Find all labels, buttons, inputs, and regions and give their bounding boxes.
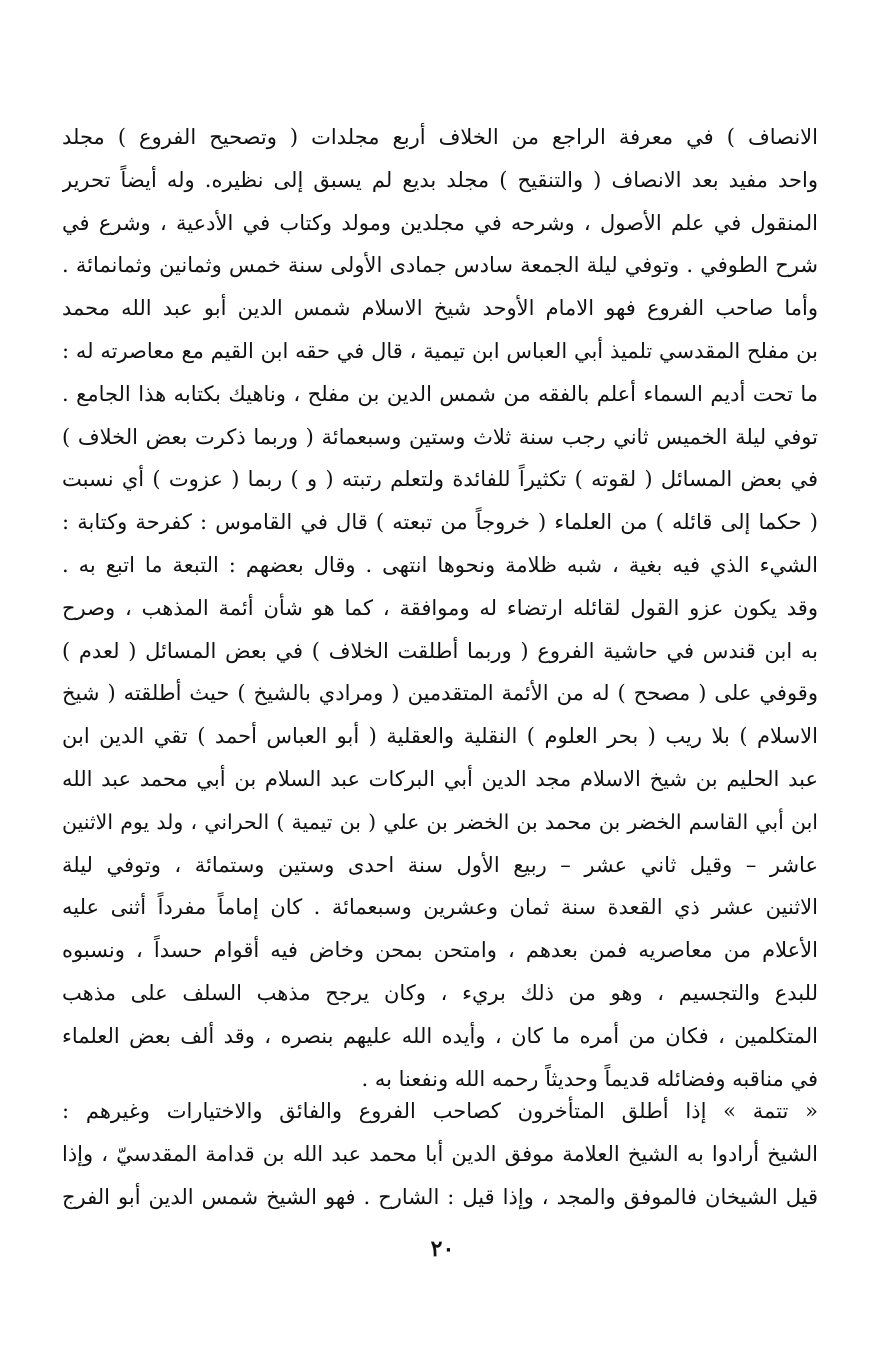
text-line: واحد مفيد بعد الانصاف ( والتنقيح ) مجلد بديع لم يسبق إلى نظيره. وله أيضاً تحرير (62, 167, 818, 192)
text-line: الانصاف ) في معرفة الراجع من الخلاف أربع مجلدات ( وتصحيح الفروع ) مجلد (62, 125, 818, 149)
text-line: وقوفي على ( مصحح ) له من الأئمة المتقدمين ( ومرادي بالشيخ ) حيث أطلقته ( شيخ (62, 681, 818, 706)
text-line: عاشر – وقيل ثاني عشر – ربيع الأول سنة احدى وستين وستمائة ، وتوفي ليلة (62, 852, 818, 877)
text-line: عبد الحليم بن شيخ الاسلام مجد الدين أبي البركات عبد السلام بن أبي محمد عبد الله (62, 766, 818, 791)
text-line: الشيء الذي فيه بغية ، شبه ظلامة ونحوها انتهى . وقال بعضهم : التبعة ما اتبع به . (62, 552, 818, 577)
text-line: الاثنين عشر ذي القعدة سنة ثمان وعشرين وسبعمائة . كان إماماً مفرداً أثنى عليه (62, 895, 818, 920)
text-line: في بعض المسائل ( لقوته ) تكثيراً للفائدة ولتعلم رتبته ( و ) ربما ( عزوت ) أي نسبت (62, 467, 818, 492)
main-paragraph (62, 116, 818, 1100)
text-line: المتكلمين ، فكان من أمره ما كان ، وأيده الله عليهم بنصره ، وقد ألف بعض العلماء (62, 1023, 818, 1048)
text-line: ما تحت أديم السماء أعلم بالفقه من شمس الدين بن مفلح ، وناهيك بكتابه هذا الجامع . (62, 381, 818, 406)
text-line: « تتمة » إذا أطلق المتأخرون كصاحب الفروع والفائق والاختيارات وغيرهم : (62, 1099, 818, 1123)
text-line: وقد يكون عزو القول لقائله ارتضاء له وموافقة ، كما هو شأن أئمة المذهب ، وصرح (62, 595, 818, 620)
text-line: في مناقبه وفضائله قديماً وحديثاً رحمه الله ونفعنا به . (361, 1066, 818, 1091)
text-line: للبدع والتجسيم ، وهو من ذلك بريء ، وكان يرجح مذهب السلف على مذهب (62, 980, 818, 1005)
text-line: الشيخ أرادوا به الشيخ العلامة موفق الدين أبا محمد عبد الله بن قدامة المقدسيّ ، وإذا (62, 1141, 818, 1166)
page-number: ٢٠ (430, 1236, 455, 1262)
text-line: ابن أبي القاسم الخضر بن محمد بن الخضر بن علي ( بن تيمية ) الحراني ، ولد يوم الاثنين (62, 809, 818, 834)
supplement-paragraph (62, 1090, 818, 1218)
text-line: ( حكما إلى قائله ) من العلماء ( خروجاً من تبعته ) قال في القاموس : كفرحة وكتابة : (62, 510, 818, 535)
text-line: المنقول في علم الأصول ، وشرحه في مجلدين ومولد وكتاب في الأدعية ، وشرع في (62, 210, 818, 235)
text-line: وأما صاحب الفروع فهو الامام الأوحد شيخ الاسلام شمس الدين أبو عبد الله محمد (62, 296, 818, 321)
text-line: الأعلام من معاصريه فمن بعدهم ، وامتحن بمحن وخاض فيه أقوام حسداً ، ونسبوه (62, 938, 818, 963)
text-line: قيل الشيخان فالموفق والمجد ، وإذا قيل : الشارح . فهو الشيخ شمس الدين أبو الفرج (62, 1184, 818, 1209)
text-line: توفي ليلة الخميس ثاني رجب سنة ثلاث وستين وسبعمائة ( وربما ذكرت بعض الخلاف ) (62, 424, 818, 449)
text-line: بن مفلح المقدسي تلميذ أبي العباس ابن تيمية ، قال في حقه ابن القيم مع معاصرته له : (62, 338, 818, 363)
text-line: به ابن قندس في حاشية الفروع ( وربما أطلقت الخلاف ) في بعض المسائل ( لعدم ) (62, 638, 818, 663)
text-line: شرح الطوفي . وتوفي ليلة الجمعة سادس جمادى الأولى سنة خمس وثمانين وثمانمائة . (62, 253, 818, 278)
text-line: الاسلام ) بلا ريب ( بحر العلوم ) النقلية والعقلية ( أبو العباس أحمد ) تقي الدين ابن (62, 724, 818, 749)
